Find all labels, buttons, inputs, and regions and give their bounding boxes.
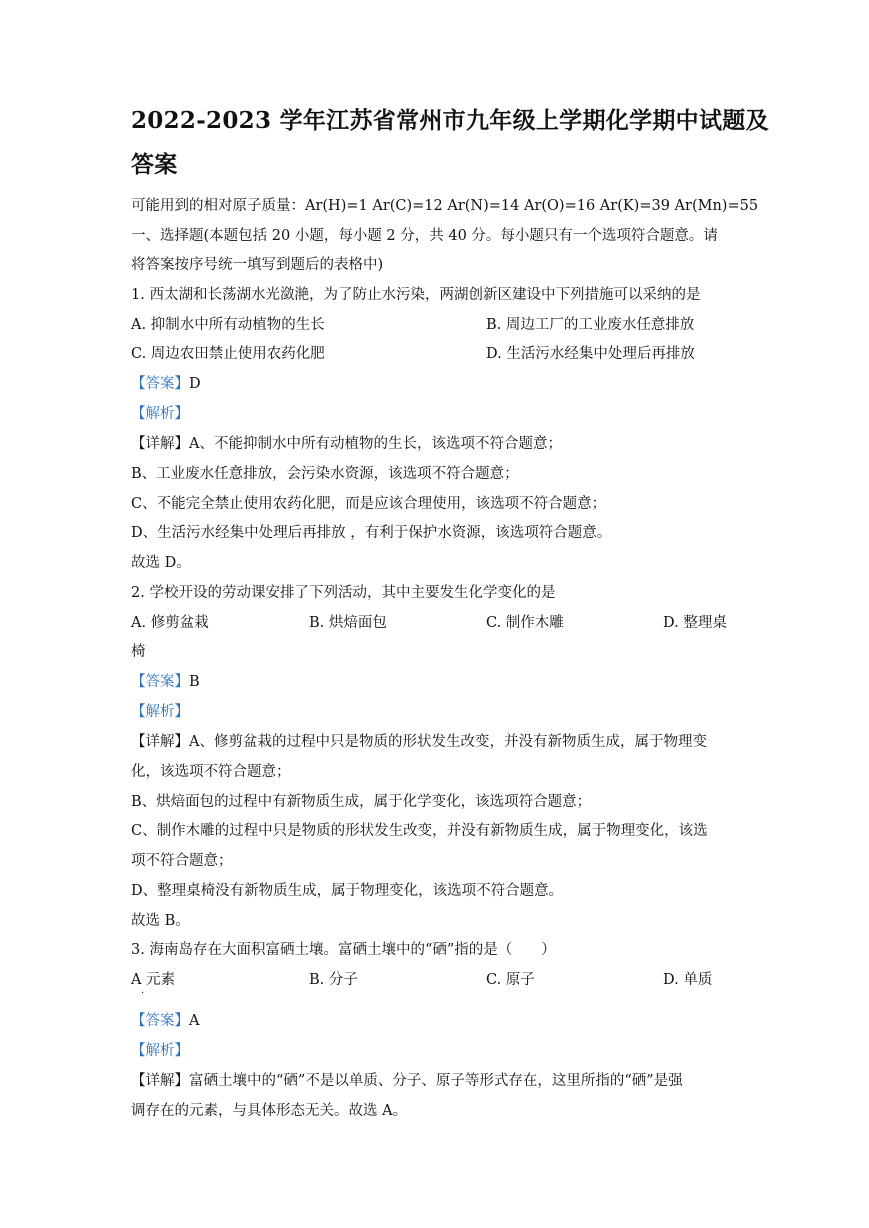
q3-option-d: D. 单质 (663, 972, 713, 988)
q3-option-b: B. 分子 (309, 972, 358, 988)
q1-answer-value: D (189, 376, 201, 392)
answer-tag: 【答案】 (131, 1013, 189, 1029)
q1-option-c: C. 周边农田禁止使用农药化肥 (131, 346, 325, 362)
q1-conclusion: 故选 D。 (131, 555, 191, 571)
q2-analysis-tag: 【解析】 (131, 704, 189, 720)
q1-detail-3: C、不能完全禁止使用农药化肥，而是应该合理使用，该选项不符合题意； (131, 496, 607, 512)
q1-detail-4: D、生活污水经集中处理后再排放 ，有利于保护水资源，该选项符合题意。 (131, 525, 612, 541)
q2-detail-6: D、整理桌椅没有新物质生成，属于物理变化，该选项不符合题意。 (131, 883, 564, 899)
q1-option-b: B. 周边工厂的工业废水任意排放 (486, 317, 695, 333)
q2-detail-3: B、烘焙面包的过程中有新物质生成，属于化学变化，该选项符合题意； (131, 794, 592, 810)
q2-answer-value: B (189, 674, 200, 690)
q2-option-b: B. 烘焙面包 (309, 615, 387, 631)
q2-detail-1 (131, 732, 707, 752)
detail-tag: 【详解】 (131, 734, 189, 750)
q1-option-a: A. 抑制水中所有动植物的生长 (131, 317, 325, 333)
q2-detail-5: 项不符合题意； (131, 853, 233, 869)
q3-answer (131, 1011, 199, 1031)
q2-option-wrap: 椅 (131, 644, 146, 660)
q1-answer (131, 374, 201, 394)
q2-detail-2: 化，该选项不符合题意； (131, 764, 291, 780)
answer-tag: 【答案】 (131, 674, 189, 690)
q1-detail-text-1: A、不能抑制水中所有动植物的生长，该选项不符合题意； (189, 436, 562, 452)
q1-detail-1 (131, 434, 562, 454)
q2-detail-4: C、制作木雕的过程中只是物质的形状发生改变，并没有新物质生成，属于物理变化，该选 (131, 823, 708, 839)
atomic-mass-note: 可能用到的相对原子质量：Ar(H)=1 Ar(C)=12 Ar(N)=14 Ar(O)=16 Ar(K)=39 Ar(Mn)=55 (131, 198, 759, 214)
q3-option-a: A 元素 (131, 972, 176, 988)
q2-option-d: D. 整理桌 (663, 615, 727, 631)
q3-analysis-tag: 【解析】 (131, 1043, 189, 1059)
q3-stem: 3. 海南岛存在大面积富硒土壤。富硒土壤中的“硒”指的是（ ） (131, 942, 556, 958)
q3-detail-1 (131, 1071, 683, 1091)
q3-answer-value: A (189, 1013, 200, 1029)
detail-tag: 【详解】 (131, 1073, 189, 1089)
q2-stem: 2. 学校开设的劳动课安排了下列活动，其中主要发生化学变化的是 (131, 585, 556, 601)
q3-detail-text-1: 富硒土壤中的“硒”不是以单质、分子、原子等形式存在，这里所指的“硒”是强 (189, 1073, 683, 1089)
q2-option-c: C. 制作木雕 (486, 615, 564, 631)
q3-option-c: C. 原子 (486, 972, 535, 988)
section-heading-line1: 一、选择题(本题包括 20 小题，每小题 2 分，共 40 分。每小题只有一个选项符合题意。请 (131, 228, 718, 244)
q1-option-d: D. 生活污水经集中处理后再排放 (486, 346, 695, 362)
detail-tag: 【详解】 (131, 436, 189, 452)
q3-detail-2: 调存在的元素，与具体形态无关。故选 A。 (131, 1103, 408, 1119)
q1-detail-2: B、工业废水任意排放，会污染水资源，该选项不符合题意； (131, 466, 519, 482)
section-heading-line2: 将答案按序号统一填写到题后的表格中) (131, 257, 384, 273)
bullet-dot: · (141, 988, 145, 999)
doc-title-line2: 答案 (131, 151, 178, 178)
q1-analysis-tag: 【解析】 (131, 406, 189, 422)
doc-title-line1: 2022-2023 学年江苏省常州市九年级上学期化学期中试题及 (131, 107, 769, 134)
answer-tag: 【答案】 (131, 376, 189, 392)
q2-detail-text-1: A、修剪盆栽的过程中只是物质的形状发生改变，并没有新物质生成，属于物理变 (189, 734, 707, 750)
q2-conclusion: 故选 B。 (131, 913, 190, 929)
q1-stem: 1. 西太湖和长荡湖水光潋滟，为了防止水污染，两湖创新区建设中下列措施可以采纳的是 (131, 287, 701, 303)
q2-answer (131, 672, 200, 692)
q2-option-a: A. 修剪盆栽 (131, 615, 209, 631)
